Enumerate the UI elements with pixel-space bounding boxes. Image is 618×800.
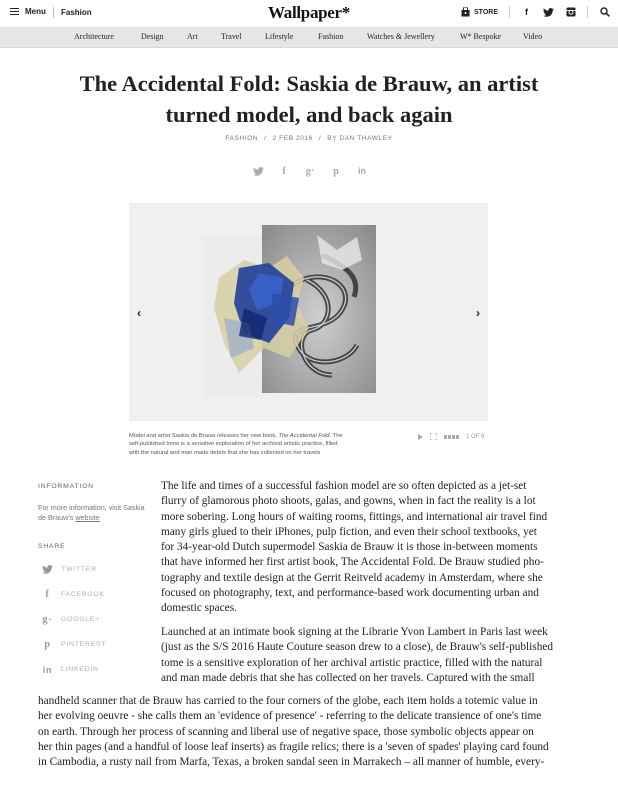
text-line: focused on photography, text, and performance-based work documenting urban and [161,587,539,600]
website-link[interactable]: website [75,513,100,522]
share-pinterest[interactable] [42,639,106,650]
instagram-icon[interactable] [565,7,576,18]
share-label: PINTEREST [61,641,107,648]
info-text: For more information, visit Saskia de Brauw's [38,503,145,522]
thumbnails-icon[interactable] [444,435,459,439]
nav-item-design[interactable]: Design [141,32,164,41]
text-line: and man made debris that she has collected on her travels. Captured with the small [161,671,535,684]
gallery-controls [418,433,484,440]
meta-separator: / [264,135,267,142]
share-heading: SHARE [38,543,66,550]
text-line: domestic spaces. [161,602,237,615]
pinterest-icon[interactable]: p [333,165,339,177]
nav-item-architecture[interactable]: Architecture [74,32,114,41]
header-actions [461,6,610,18]
text-line: more sobering. Long hours of waiting rooms, fittings, and international air travel find [161,510,548,523]
information-text [38,503,148,523]
facebook-icon[interactable]: f [525,7,528,17]
title-line: turned model, and back again [165,102,453,127]
category-link[interactable]: FASHION [225,135,259,142]
text-line: (just as the S/S 2016 Haute Couture season drew to a close), de Brauw's self-published [161,641,554,654]
share-twitter[interactable] [42,564,97,575]
play-icon[interactable] [418,434,423,440]
nav-item-video[interactable]: Video [523,32,543,41]
text-line: in Cambodia, a rusty nail from Marfa, Texas, a broken sandal seen in Marrakech – all manner of humble, every- [38,756,545,769]
gallery-caption [129,432,347,457]
text-line: her thin pages (and a handful of loose leaf inserts) as fragile relics; there is a 'seven of spades' playing card found [38,740,549,753]
caption-text: The self-published tome is a sensitive exploration of her archival artistic practice, filled with the natural and man made debris that she has collected on her travels [129,433,343,456]
blue-crumpled-object [209,248,329,388]
site-logo[interactable]: Wallpaper* [267,3,350,22]
store-button[interactable] [461,7,498,17]
section-link[interactable]: Fashion [61,8,92,17]
divider [509,6,510,18]
search-icon[interactable] [599,7,610,18]
twitter-icon [42,564,53,575]
text-line: tome is a sensitive exploration of her archival artistic practice, filled with the natural [161,656,543,669]
text-line: on earth. Through her process of scanning and liberal use of negative space, those symbolic objects appear on [38,725,534,738]
share-label: GOOGLE+ [61,616,101,623]
share-label: TWITTER [61,566,97,573]
gallery-next-button[interactable]: › [476,306,480,320]
text-line: that have informed her first artist book, The Accidental Fold. De Brauw studied pho- [161,556,544,569]
byline: BY DAN THAWLEY [327,135,393,142]
twitter-icon[interactable] [252,165,264,177]
share-label: LINKEDIN [61,666,99,673]
caption-text: Model and artist Saskia de Brauw releases her new book, [129,433,279,439]
linkedin-icon: in [42,664,53,675]
facebook-icon: f [45,589,50,600]
article-paragraph [161,479,578,617]
share-label: FACEBOOK [61,591,105,598]
article-meta [0,135,618,142]
google-plus-icon[interactable]: g + [305,165,315,177]
twitter-icon[interactable] [543,7,554,18]
fullscreen-icon[interactable] [430,433,437,440]
text-line: many girls glued to their iPhones, pulp fiction, and even their school textbooks, yet [161,525,537,538]
store-icon [461,7,470,17]
text-line: her evolving oeuvre - she calls them an 'evidence of presence' - referring to the delicate transience of one's time [38,710,542,723]
title-line: The Accidental Fold: Saskia de Brauw, an artist [79,71,539,96]
main-nav [0,27,618,48]
text-line: for 34-year-old Dutch supermodel Saskia de Brauw it is those in-between moments [161,541,538,554]
image-gallery [129,203,488,421]
page-title [40,68,578,130]
article-paragraph [161,625,578,686]
linkedin-icon[interactable]: in [358,166,366,176]
share-linkedin[interactable] [42,664,99,675]
share-bar [252,165,368,177]
text-line: Launched at an intimate book signing at the Librarie Yvon Lambert in Paris last week [161,626,548,638]
text-line: The life and times of a successful fashion model are so often depicted as a jet-set [161,480,527,492]
gallery-prev-button[interactable]: ‹ [137,306,141,320]
text-line: flurry of glamorous photo shoots, galas, and gowns, when in fact the reality is a lot [161,495,536,508]
date: 2 FEB 2016 [272,135,313,142]
information-heading: INFORMATION [38,483,94,490]
nav-item-travel[interactable]: Travel [221,32,242,41]
gallery-counter: 1 OF 9 [466,433,485,440]
google-plus-icon: g + [42,614,53,625]
divider [587,6,588,18]
nav-item-fashion[interactable]: Fashion [318,32,344,41]
menu-label: Menu [25,7,46,16]
text-line: tography and textile design at the Gerrit Reitveld academy in Amsterdam, where she [161,571,543,584]
nav-item-watches-jewellery[interactable]: Watches & Jewellery [367,32,435,41]
share-google-plus[interactable] [42,614,100,625]
facebook-icon[interactable]: f [282,165,286,177]
nav-item-bespoke[interactable]: W* Bespoke [460,32,502,41]
top-bar [0,0,618,27]
meta-separator: / [318,135,322,142]
nav-item-lifestyle[interactable]: Lifestyle [265,32,294,41]
article-paragraph [38,694,578,770]
store-label: STORE [474,8,498,16]
share-facebook[interactable] [42,589,105,600]
caption-book-title: The Accidental Fold. [278,433,332,439]
text-line: handheld scanner that de Brauw has carried to the four corners of the globe, each item holds a totemic value in [38,695,538,707]
pinterest-icon: p [44,639,51,650]
nav-item-art[interactable]: Art [187,32,198,41]
